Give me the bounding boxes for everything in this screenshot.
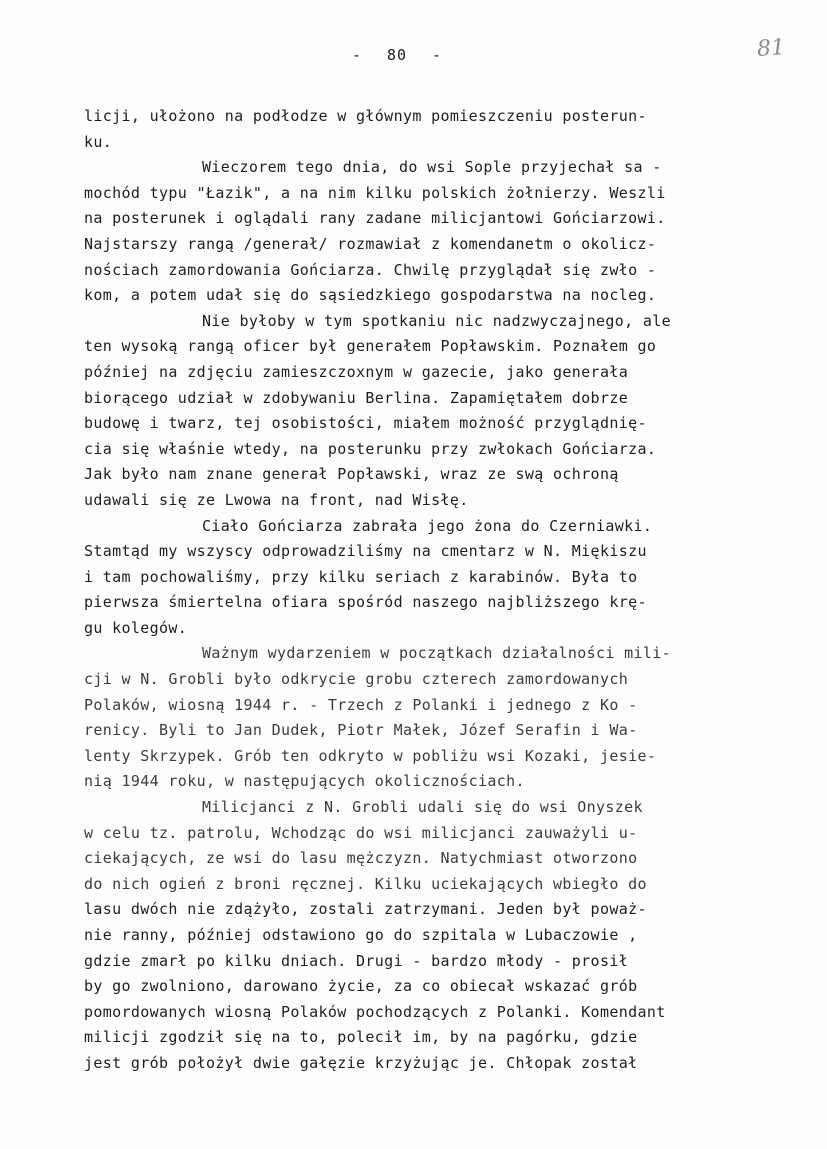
page-number-header bbox=[312, 46, 482, 64]
text-line: lasu dwóch nie zdążyło, zostali zatrzymani. Jeden był poważ- bbox=[84, 900, 647, 919]
text-line: budowę i twarz, tej osobistości, miałem możność przyglądnię- bbox=[84, 414, 647, 433]
text-line: i tam pochowaliśmy, przy kilku seriach z karabinów. Była to bbox=[84, 567, 638, 586]
paragraph-first-line: Nie byłoby w tym spotkaniu nic nadzwyczajnego, ale bbox=[202, 311, 672, 330]
text-line: ten wysoką rangą oficer był generałem Popławskim. Poznałem go bbox=[84, 337, 657, 356]
page-number: 80 bbox=[386, 46, 408, 64]
paragraph-first-line: Milicjanci z N. Grobli udali się do wsi Onyszek bbox=[202, 798, 643, 817]
text-line: biorącego udział w zdobywaniu Berlina. Zapamiętałem dobrze bbox=[84, 388, 629, 407]
body-text bbox=[84, 104, 774, 1077]
text-line: nie ranny, później odstawiono go do szpitala w Lubaczowie , bbox=[84, 926, 638, 944]
text-line: renicy. Byli to Jan Dudek, Piotr Małek, Józef Serafin i Wa- bbox=[84, 721, 638, 740]
text-line: nią 1944 roku, w następujących okolicznościach. bbox=[84, 772, 525, 791]
text-line: lenty Skrzypek. Grób ten odkryto w pobliżu wsi Kozaki, jesie- bbox=[84, 746, 657, 765]
text-line: licji, ułożono na podłodze w głównym pomieszczeniu posterun- bbox=[84, 107, 647, 125]
text-line: by go zwolniono, darowano życie, za co obiecał wskazać grób bbox=[84, 977, 638, 996]
text-line: pomordowanych wiosną Polaków pochodzących z Polanki. Komendant bbox=[84, 1002, 666, 1021]
text-line: gu kolegów. bbox=[84, 618, 188, 637]
text-line: kom, a potem udał się do sąsiedzkiego gospodarstwa na nocleg. bbox=[84, 286, 657, 305]
paragraph-first-line: Wieczorem tego dnia, do wsi Sople przyjechał sa - bbox=[202, 158, 662, 177]
text-line: mochód typu "Łazik", a na nim kilku polskich żołnierzy. Weszli bbox=[84, 183, 666, 202]
text-line: Jak było nam znane generał Popławski, wraz ze swą ochroną bbox=[84, 465, 619, 484]
text-line: gdzie zmarł po kilku dniach. Drugi - bardzo młody - prosił bbox=[84, 951, 629, 970]
text-line: na posterunek i oglądali rany zadane milicjantowi Gońciarzowi. bbox=[84, 209, 666, 228]
page-number-left-dash: - bbox=[351, 46, 362, 64]
text-line: ku. bbox=[84, 132, 113, 151]
text-line: jest grób położył dwie gałęzie krzyżując je. Chłopak został bbox=[84, 1053, 638, 1072]
text-line: cji w N. Grobli było odkrycie grobu czterech zamordowanych bbox=[84, 670, 629, 689]
text-line: później na zdjęciu zamieszczoxnym w gazecie, jako generała bbox=[84, 362, 629, 381]
handwritten-page-number: 81 bbox=[756, 35, 786, 62]
text-line: w celu tz. patrolu, Wchodząc do wsi milicjanci zauważyli u- bbox=[84, 823, 638, 842]
text-line: pierwsza śmiertelna ofiara spośród naszego najbliższego krę- bbox=[84, 593, 647, 612]
text-line: ciekających, ze wsi do lasu mężczyzn. Natychmiast otworzono bbox=[84, 849, 638, 868]
text-line: udawali się ze Lwowa na front, nad Wisłę. bbox=[84, 490, 469, 509]
text-line: Najstarszy rangą /generał/ rozmawiał z komendanetm o okolicz- bbox=[84, 234, 657, 253]
text-line: cia się właśnie wtedy, na posterunku przy zwłokach Gońciarza. bbox=[84, 439, 657, 458]
paragraph-first-line: Ważnym wydarzeniem w początkach działalności mili- bbox=[202, 644, 672, 663]
text-line: Polaków, wiosną 1944 r. - Trzech z Polanki i jednego z Ko - bbox=[84, 695, 638, 714]
paragraph-first-line: Ciało Gońciarza zabrała jego żona do Czerniawki. bbox=[202, 516, 653, 535]
text-line: nościach zamordowania Gońciarza. Chwilę przyglądał się zwło - bbox=[84, 260, 657, 279]
text-line: milicji zgodził się na to, polecił im, by na pagórku, gdzie bbox=[84, 1028, 638, 1047]
page-number-right-dash: - bbox=[432, 46, 443, 64]
text-line: do nich ogień z broni ręcznej. Kilku uciekających wbiegło do bbox=[84, 874, 647, 893]
text-line: Stamtąd my wszyscy odprowadziliśmy na cmentarz w N. Miękiszu bbox=[84, 542, 647, 561]
